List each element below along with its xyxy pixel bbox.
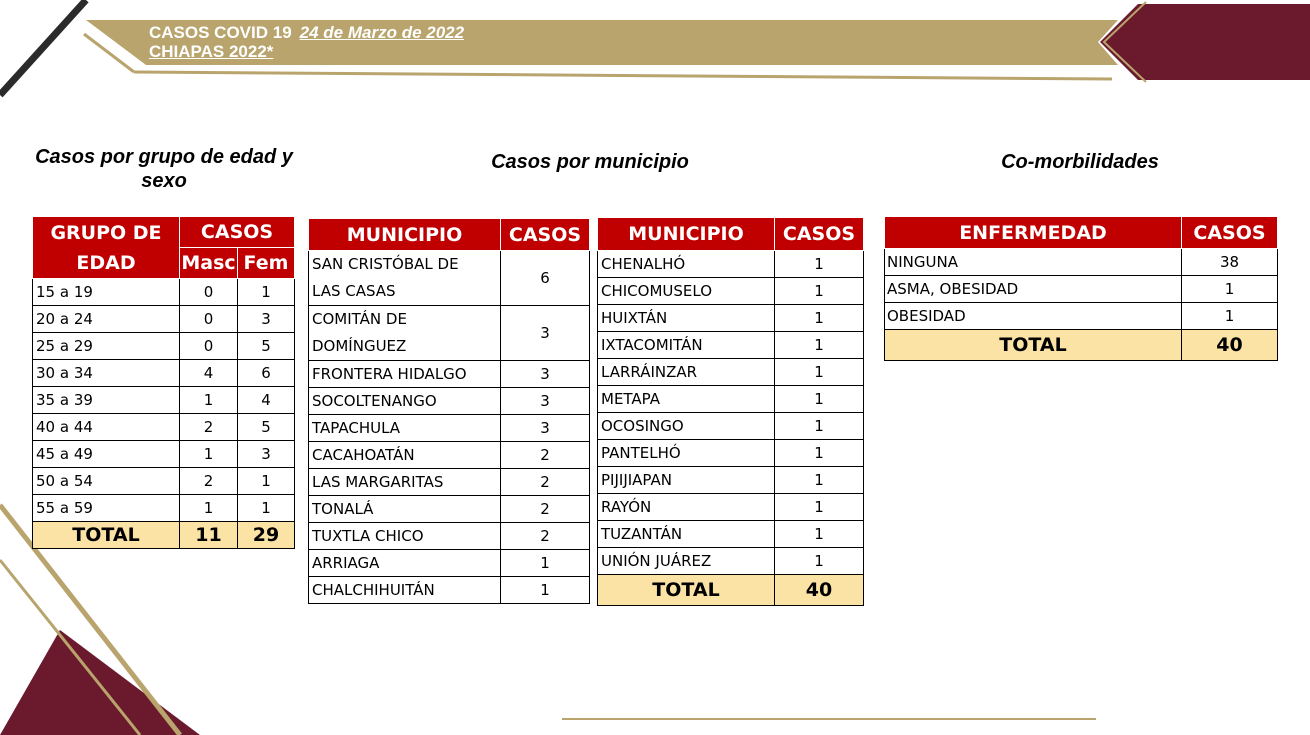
cell-grupo: 45 a 49 xyxy=(33,441,180,468)
table-row xyxy=(309,388,590,415)
cell-fem: 6 xyxy=(238,360,295,387)
header-enfermedad: ENFERMEDAD xyxy=(885,217,1182,249)
table-row xyxy=(598,467,864,494)
cell-fem: 1 xyxy=(238,279,295,306)
table-row xyxy=(33,414,295,441)
total-row xyxy=(598,575,864,606)
cell-grupo: 25 a 29 xyxy=(33,333,180,360)
table-row xyxy=(309,523,590,550)
cell-municipio: OCOSINGO xyxy=(598,413,775,440)
table-row xyxy=(598,440,864,467)
cell-municipio-line1: SAN CRISTÓBAL DE xyxy=(312,255,459,273)
table-row xyxy=(33,279,295,306)
total-casos: 40 xyxy=(775,575,864,606)
cell-casos: 1 xyxy=(775,413,864,440)
total-casos: 40 xyxy=(1182,330,1278,361)
table-row xyxy=(33,387,295,414)
cell-municipio: ARRIAGA xyxy=(309,550,501,577)
cell-fem: 3 xyxy=(238,441,295,468)
total-fem: 29 xyxy=(238,522,295,549)
cell-masc: 1 xyxy=(180,387,238,414)
cell-fem: 1 xyxy=(238,468,295,495)
cell-casos: 3 xyxy=(501,306,590,361)
cell-grupo: 15 a 19 xyxy=(33,279,180,306)
section-title-municipio: Casos por municipio xyxy=(491,151,689,173)
cell-casos: 1 xyxy=(775,359,864,386)
header-line2: CHIAPAS 2022* xyxy=(149,42,274,61)
header-fem: Fem xyxy=(238,248,295,279)
table-row xyxy=(309,496,590,523)
cell-casos: 1 xyxy=(1182,303,1278,330)
cell-grupo: 20 a 24 xyxy=(33,306,180,333)
cell-municipio: HUIXTÁN xyxy=(598,305,775,332)
cell-fem: 5 xyxy=(238,333,295,360)
cell-municipio: METAPA xyxy=(598,386,775,413)
cell-casos: 1 xyxy=(775,521,864,548)
header-grupo-edad: GRUPO DE EDAD xyxy=(33,217,180,279)
table-row xyxy=(598,413,864,440)
cell-fem: 3 xyxy=(238,306,295,333)
cell-masc: 2 xyxy=(180,468,238,495)
cell-casos: 1 xyxy=(501,577,590,604)
cell-municipio-line2: DOMÍNGUEZ xyxy=(312,337,407,355)
cell-municipio: FRONTERA HIDALGO xyxy=(309,361,501,388)
total-label: TOTAL xyxy=(33,522,180,549)
cell-casos: 2 xyxy=(501,442,590,469)
municipio-table-1 xyxy=(308,218,590,604)
cell-casos: 2 xyxy=(501,469,590,496)
cell-casos: 1 xyxy=(501,550,590,577)
cell-enfermedad: NINGUNA xyxy=(885,249,1182,276)
header-casos: CASOS xyxy=(775,218,864,251)
cell-casos: 2 xyxy=(501,523,590,550)
table-row xyxy=(33,333,295,360)
header-line1: CASOS COVID 19 xyxy=(149,23,292,42)
total-label: TOTAL xyxy=(598,575,775,606)
cell-casos: 3 xyxy=(501,388,590,415)
cell-enfermedad: OBESIDAD xyxy=(885,303,1182,330)
header-casos: CASOS xyxy=(180,217,295,248)
table-row xyxy=(598,278,864,305)
header-date: 24 de Marzo de 2022 xyxy=(299,23,465,42)
table-row xyxy=(309,361,590,388)
cell-municipio: RAYÓN xyxy=(598,494,775,521)
cell-grupo: 30 a 34 xyxy=(33,360,180,387)
cell-municipio: PIJIJIAPAN xyxy=(598,467,775,494)
cell-municipio: LAS MARGARITAS xyxy=(309,469,501,496)
table-row xyxy=(33,441,295,468)
table-row xyxy=(33,495,295,522)
section-title-edad: Casos por grupo de edad y sexo xyxy=(35,146,293,192)
table-row xyxy=(309,306,590,361)
table-row xyxy=(309,577,590,604)
cell-municipio: CHICOMUSELO xyxy=(598,278,775,305)
table-row xyxy=(33,468,295,495)
table-row xyxy=(33,306,295,333)
table-row xyxy=(309,442,590,469)
table-row xyxy=(598,386,864,413)
cell-grupo: 55 a 59 xyxy=(33,495,180,522)
cell-grupo: 40 a 44 xyxy=(33,414,180,441)
cell-municipio: CACAHOATÁN xyxy=(309,442,501,469)
cell-masc: 1 xyxy=(180,495,238,522)
table-row xyxy=(598,359,864,386)
cell-municipio: TONALÁ xyxy=(309,496,501,523)
cell-municipio: LARRÁINZAR xyxy=(598,359,775,386)
table-row xyxy=(309,415,590,442)
cell-municipio xyxy=(309,306,501,361)
table-row xyxy=(598,305,864,332)
cell-municipio: CHENALHÓ xyxy=(598,251,775,278)
cell-grupo: 35 a 39 xyxy=(33,387,180,414)
cell-casos: 38 xyxy=(1182,249,1278,276)
cell-municipio: UNIÓN JUÁREZ xyxy=(598,548,775,575)
cell-casos: 1 xyxy=(775,548,864,575)
cell-municipio: TUZANTÁN xyxy=(598,521,775,548)
cell-casos: 1 xyxy=(775,467,864,494)
total-row xyxy=(885,330,1278,361)
cell-casos: 1 xyxy=(775,278,864,305)
header-casos: CASOS xyxy=(501,219,590,251)
table-row xyxy=(598,494,864,521)
cell-fem: 5 xyxy=(238,414,295,441)
table-row xyxy=(598,251,864,278)
section-title-comorbilidades: Co-morbilidades xyxy=(1001,151,1159,173)
cell-casos: 1 xyxy=(1182,276,1278,303)
total-row xyxy=(33,522,295,549)
cell-municipio-line1: COMITÁN DE xyxy=(312,310,407,328)
cell-masc: 0 xyxy=(180,333,238,360)
table-row xyxy=(598,332,864,359)
age-sex-table xyxy=(32,216,295,549)
cell-masc: 4 xyxy=(180,360,238,387)
cell-casos: 1 xyxy=(775,305,864,332)
cell-grupo: 50 a 54 xyxy=(33,468,180,495)
table-row xyxy=(598,548,864,575)
cell-masc: 1 xyxy=(180,441,238,468)
cell-municipio-line2: LAS CASAS xyxy=(312,282,396,300)
cell-casos: 1 xyxy=(775,386,864,413)
table-row xyxy=(885,276,1278,303)
cell-fem: 1 xyxy=(238,495,295,522)
cell-casos: 1 xyxy=(775,251,864,278)
cell-municipio: TAPACHULA xyxy=(309,415,501,442)
cell-casos: 1 xyxy=(775,494,864,521)
table-row xyxy=(309,550,590,577)
cell-casos: 1 xyxy=(775,332,864,359)
header-casos: CASOS xyxy=(1182,217,1278,249)
table-row xyxy=(885,303,1278,330)
header-municipio: MUNICIPIO xyxy=(598,218,775,251)
cell-municipio: SOCOLTENANGO xyxy=(309,388,501,415)
table-row xyxy=(309,469,590,496)
cell-municipio: PANTELHÓ xyxy=(598,440,775,467)
cell-casos: 2 xyxy=(501,496,590,523)
cell-municipio xyxy=(309,251,501,306)
cell-municipio: CHALCHIHUITÁN xyxy=(309,577,501,604)
cell-municipio: IXTACOMITÁN xyxy=(598,332,775,359)
cell-masc: 2 xyxy=(180,414,238,441)
cell-casos: 1 xyxy=(775,440,864,467)
cell-casos: 3 xyxy=(501,361,590,388)
table-row xyxy=(885,249,1278,276)
header-municipio: MUNICIPIO xyxy=(309,219,501,251)
total-masc: 11 xyxy=(180,522,238,549)
table-row xyxy=(309,251,590,306)
table-row xyxy=(33,360,295,387)
cell-enfermedad: ASMA, OBESIDAD xyxy=(885,276,1182,303)
cell-casos: 6 xyxy=(501,251,590,306)
cell-fem: 4 xyxy=(238,387,295,414)
table-row xyxy=(598,521,864,548)
cell-casos: 3 xyxy=(501,415,590,442)
total-label: TOTAL xyxy=(885,330,1182,361)
header-masc: Masc xyxy=(180,248,238,279)
cell-municipio: TUXTLA CHICO xyxy=(309,523,501,550)
header-title xyxy=(149,23,464,61)
comorbilidades-table xyxy=(884,216,1278,361)
cell-masc: 0 xyxy=(180,279,238,306)
cell-masc: 0 xyxy=(180,306,238,333)
municipio-table-2 xyxy=(597,217,864,606)
